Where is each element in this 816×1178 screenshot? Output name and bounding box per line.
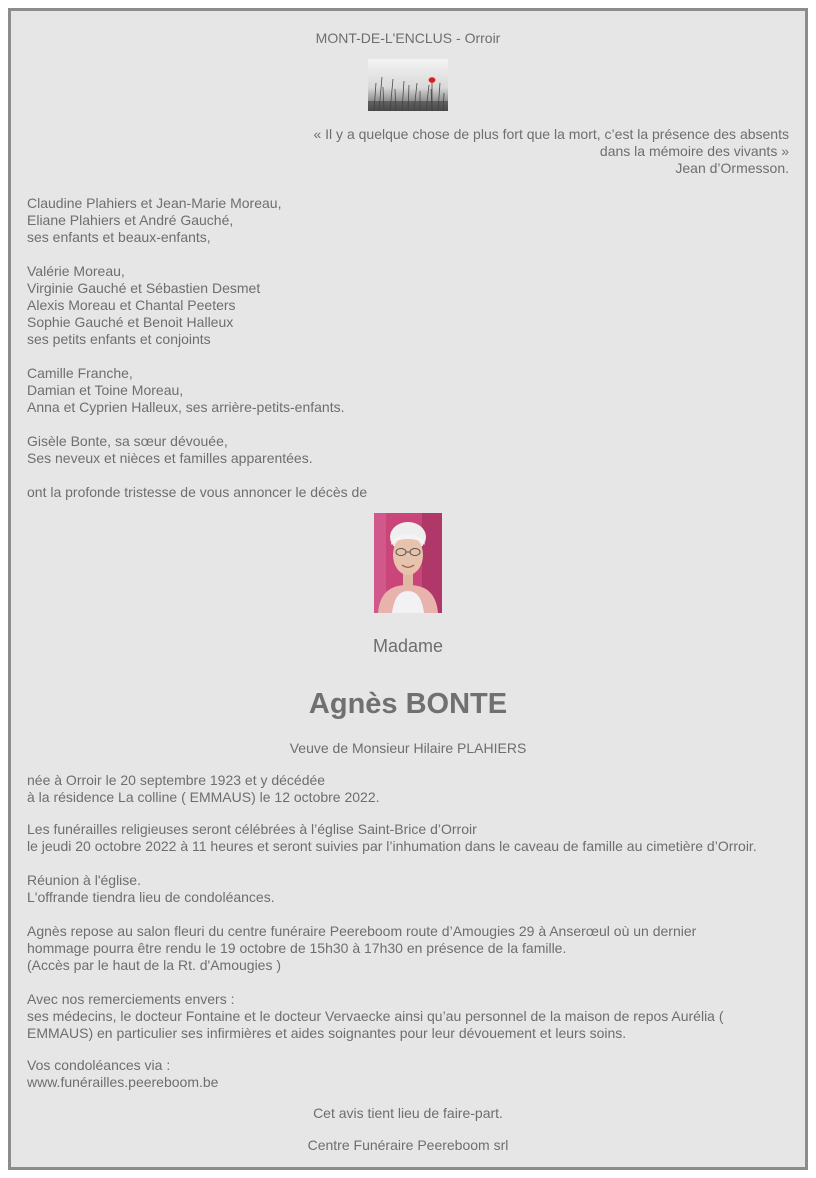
detail-line: L'offrande tiendra lieu de condoléances.	[27, 889, 275, 905]
detail-line: Les funérailles religieuses seront célébrées à l’église Saint-Brice d’Orroir	[27, 821, 477, 837]
detail-line: EMMAUS) en particulier ses infirmières et aides soignantes pour leur dévouement et leurs soins.	[27, 1025, 627, 1041]
obituary-card	[8, 8, 808, 1170]
quote-line: « Il y a quelque chose de plus fort que la mort, c’est la présence des absents	[313, 126, 789, 142]
family-line: Virginie Gauché et Sébastien Desmet	[27, 280, 261, 296]
detail-line: hommage pourra être rendu le 19 octobre de 15h30 à 17h30 en présence de la famille.	[27, 940, 567, 956]
condolences-link[interactable]: www.funérailles.peereboom.be	[27, 1074, 219, 1090]
family-sister	[27, 433, 313, 467]
detail-line: (Accès par le haut de la Rt. d'Amougies )	[27, 957, 282, 973]
deceased-name: Agnès BONTE	[308, 688, 508, 720]
location-header: MONT-DE-L'ENCLUS - Orroir	[315, 30, 501, 46]
poppy-image	[368, 59, 448, 111]
family-line: Claudine Plahiers et Jean-Marie Moreau,	[27, 195, 282, 211]
family-line: Valérie Moreau,	[27, 263, 125, 279]
quote-author: Jean d’Ormesson.	[675, 160, 789, 176]
detail-line: née à Orroir le 20 septembre 1923 et y décédée	[27, 772, 326, 788]
detail-line: Réunion à l'église.	[27, 872, 141, 888]
announcement-text: ont la profonde tristesse de vous annoncer le décès de	[27, 484, 368, 500]
thanks-info	[27, 991, 724, 1042]
family-line: Camille Franche,	[27, 365, 133, 381]
detail-line: Vos condoléances via :	[27, 1057, 171, 1073]
family-line: ses petits enfants et conjoints	[27, 331, 211, 347]
family-line: Anna et Cyprien Halleux, ses arrière-petits-enfants.	[27, 399, 345, 415]
family-line: Alexis Moreau et Chantal Peeters	[27, 297, 236, 313]
deceased-title: Madame	[372, 636, 444, 656]
quote-line: dans la mémoire des vivants »	[599, 143, 789, 159]
notice-text: Cet avis tient lieu de faire-part.	[313, 1105, 503, 1121]
portrait-photo	[374, 513, 442, 613]
detail-line: ses médecins, le docteur Fontaine et le docteur Vervaecke ainsi qu’au personnel de la maison de repos Aurélia (	[27, 1008, 724, 1024]
visitation-info	[27, 923, 696, 974]
family-great-grandchildren	[27, 365, 344, 416]
family-grandchildren	[27, 263, 260, 348]
family-line: Gisèle Bonte, sa sœur dévouée,	[27, 433, 228, 449]
condolences-info	[27, 1057, 218, 1091]
family-line: Damian et Toine Moreau,	[27, 382, 184, 398]
reunion-info	[27, 872, 275, 906]
family-children	[27, 195, 281, 246]
detail-line: Agnès repose au salon fleuri du centre funéraire Peereboom route d’Amougies 29 à Anserœul où un dernier	[27, 923, 697, 939]
widow-of: Veuve de Monsieur Hilaire PLAHIERS	[289, 740, 527, 756]
detail-line: à la résidence La colline ( EMMAUS) le 12 octobre 2022.	[27, 789, 380, 805]
company-name: Centre Funéraire Peereboom srl	[307, 1137, 509, 1153]
family-line: ses enfants et beaux-enfants,	[27, 229, 211, 245]
detail-line: le jeudi 20 octobre 2022 à 11 heures et seront suivies par l’inhumation dans le caveau de famille au cimetière d’Orroir.	[27, 838, 757, 854]
family-line: Ses neveux et nièces et familles apparentées.	[27, 450, 313, 466]
detail-line: Avec nos remerciements envers :	[27, 991, 235, 1007]
family-line: Sophie Gauché et Benoit Halleux	[27, 314, 234, 330]
quote-block	[313, 126, 789, 177]
birth-death-info	[27, 772, 380, 806]
funeral-info	[27, 821, 757, 855]
family-line: Eliane Plahiers et André Gauché,	[27, 212, 234, 228]
